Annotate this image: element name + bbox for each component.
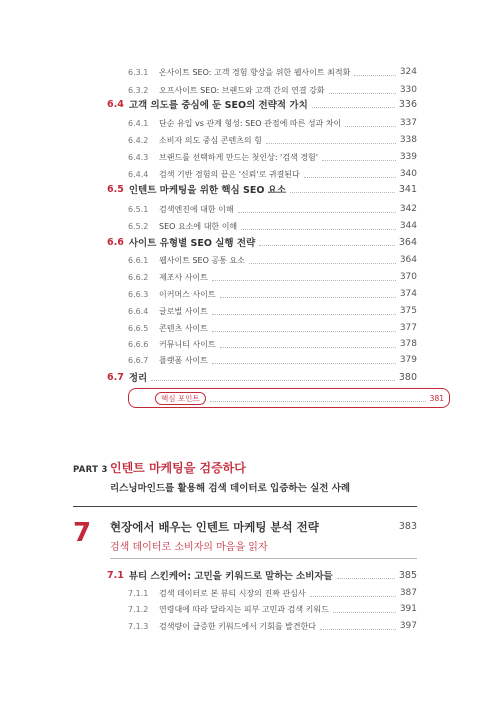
toc-subsection-row[interactable] xyxy=(107,286,417,302)
dot-leader xyxy=(212,280,396,281)
dot-leader xyxy=(337,578,395,579)
toc-entry-number: 6.6 xyxy=(107,236,124,248)
toc-entry-number: 6.4.3 xyxy=(128,152,149,162)
dot-leader xyxy=(329,93,396,94)
toc-section-row[interactable] xyxy=(107,181,417,197)
toc-entry-title: 플랫폼 사이트 xyxy=(159,355,208,365)
toc-entry-title: 인텐트 마케팅을 위한 핵심 SEO 요소 xyxy=(128,185,287,196)
dot-leader xyxy=(259,245,395,246)
dot-leader xyxy=(220,297,396,298)
toc-subsection-row[interactable] xyxy=(107,320,417,336)
toc-entry-number: 6.6.1 xyxy=(128,255,149,265)
toc-entry-title: 소비자 의도 중심 콘텐츠의 힘 xyxy=(159,135,262,145)
toc-entry-number: 7.1.3 xyxy=(128,621,149,631)
dot-leader xyxy=(354,75,395,76)
dot-leader xyxy=(310,596,396,597)
toc-page-number: 340 xyxy=(399,169,417,179)
toc-page-number: 374 xyxy=(399,289,417,299)
toc-entry-number: 6.6.2 xyxy=(128,272,149,282)
chapter-page-number: 383 xyxy=(398,521,417,532)
toc-entry-title: 이커머스 사이트 xyxy=(159,289,216,299)
toc-entry-number: 7.1.1 xyxy=(128,588,149,598)
toc-entry-title: 브랜드를 선택하게 만드는 첫인상: '검색 경험' xyxy=(159,152,318,162)
toc-subsection-row[interactable] xyxy=(107,303,417,319)
dot-leader xyxy=(266,143,396,144)
toc-section-row[interactable] xyxy=(107,96,417,112)
chapter-number: 7 xyxy=(73,518,92,548)
dot-leader xyxy=(212,331,396,332)
toc-page-number: 378 xyxy=(399,339,417,349)
toc-entry-title: 검색 데이터로 본 뷰티 시장의 진짜 관심사 xyxy=(159,588,306,598)
toc-entry-number: 6.6.3 xyxy=(128,289,149,299)
toc-page-number: 387 xyxy=(399,588,417,598)
toc-subsection-row[interactable] xyxy=(107,64,417,80)
dot-leader xyxy=(345,126,396,127)
toc-entry-number: 6.6.5 xyxy=(128,323,149,333)
toc-subsection-row[interactable] xyxy=(107,352,417,368)
part-label: PART 3 xyxy=(73,465,108,475)
part-heading xyxy=(73,459,246,476)
toc-entry-title: 뷰티 스킨케어: 고민을 키워드로 말하는 소비자들 xyxy=(128,571,333,582)
dot-leader xyxy=(151,380,395,381)
toc-page-number: 381 xyxy=(429,393,444,403)
dot-leader xyxy=(312,107,395,108)
dot-leader xyxy=(249,263,396,264)
toc-entry-number: 6.6.4 xyxy=(128,306,149,316)
toc-entry-title: 검색량이 급증한 키워드에서 기회를 발견한다 xyxy=(159,621,317,631)
toc-page-number: 375 xyxy=(399,306,417,316)
toc-entry-title: 콘텐츠 사이트 xyxy=(159,323,208,333)
toc-entry-number: 6.3.1 xyxy=(128,67,149,77)
toc-page-number: 385 xyxy=(398,569,417,581)
dot-leader xyxy=(212,314,396,315)
toc-keypoint-row[interactable] xyxy=(128,388,450,408)
dot-leader xyxy=(290,192,395,193)
toc-entry-number: 6.6.7 xyxy=(128,355,149,365)
toc-subsection-row[interactable] xyxy=(107,269,417,285)
chapter-subtitle: 검색 데이터로 소비자의 마음을 읽자 xyxy=(110,542,268,553)
toc-page-number: 370 xyxy=(399,272,417,282)
chapter-divider-top xyxy=(73,506,417,507)
toc-entry-number: 6.3.2 xyxy=(128,85,149,95)
keypoint-badge: 핵심 포인트 xyxy=(155,392,206,405)
dot-leader xyxy=(220,347,396,348)
toc-page-number: 342 xyxy=(399,204,417,214)
toc-entry-number: 6.4 xyxy=(107,98,124,110)
toc-page-number: 379 xyxy=(399,355,417,365)
toc-section-row[interactable] xyxy=(107,369,417,385)
toc-page-number: 339 xyxy=(399,152,417,162)
toc-page-number: 364 xyxy=(398,236,417,248)
dot-leader xyxy=(212,363,396,364)
toc-subsection-row[interactable] xyxy=(107,115,417,131)
toc-page-number: 364 xyxy=(399,255,417,265)
toc-entry-number: 6.5 xyxy=(107,183,124,195)
toc-entry-title: 오프사이트 SEO: 브랜드와 고객 간의 연결 강화 xyxy=(159,85,325,95)
toc-page-number: 336 xyxy=(398,98,417,110)
toc-entry-number: 6.4.1 xyxy=(128,118,149,128)
toc-entry-title: 연령대에 따라 달라지는 피부 고민과 검색 키워드 xyxy=(159,604,329,614)
toc-subsection-row[interactable] xyxy=(107,201,417,217)
toc-section-row[interactable] xyxy=(107,234,417,250)
part-title: 인텐트 마케팅을 검증하다 xyxy=(110,461,246,475)
chapter-divider-bottom xyxy=(110,558,417,559)
toc-entry-number: 6.7 xyxy=(107,371,124,383)
toc-entry-number: 6.4.2 xyxy=(128,135,149,145)
part-subtitle: 리스닝마인드를 활용해 검색 데이터로 입증하는 실전 사례 xyxy=(110,483,351,494)
toc-subsection-row[interactable] xyxy=(107,618,417,634)
toc-page-number: 341 xyxy=(398,183,417,195)
toc-entry-title: 제조사 사이트 xyxy=(159,272,208,282)
dot-leader xyxy=(333,612,396,613)
toc-entry-title: 정리 xyxy=(128,373,148,384)
toc-page-number: 338 xyxy=(399,135,417,145)
toc-entry-title: 단순 유입 vs 관계 형성: SEO 관점에 따른 성과 차이 xyxy=(159,118,342,128)
toc-page-number: 324 xyxy=(399,67,417,77)
toc-entry-title: 검색엔진에 대한 이해 xyxy=(159,204,234,214)
toc-entry-title: 커뮤니티 사이트 xyxy=(159,339,216,349)
dot-leader xyxy=(238,212,396,213)
toc-page-number: 380 xyxy=(398,371,417,383)
toc-subsection-row[interactable] xyxy=(107,252,417,268)
toc-page-number: 344 xyxy=(399,221,417,231)
toc-subsection-row[interactable] xyxy=(107,132,417,148)
toc-section-row[interactable] xyxy=(107,567,417,583)
toc-subsection-row[interactable] xyxy=(107,601,417,617)
toc-entry-title: SEO 요소에 대한 이해 xyxy=(159,221,238,231)
toc-page-number: 397 xyxy=(399,621,417,631)
toc-subsection-row[interactable] xyxy=(107,149,417,165)
toc-subsection-row[interactable] xyxy=(107,336,417,352)
toc-entry-number: 6.4.4 xyxy=(128,169,149,179)
dot-leader xyxy=(304,177,396,178)
toc-entry-title: 사이트 유형별 SEO 실행 전략 xyxy=(128,238,256,249)
toc-subsection-row[interactable] xyxy=(107,585,417,601)
dot-leader xyxy=(210,401,426,402)
chapter-title[interactable]: 현장에서 배우는 인텐트 마케팅 분석 전략 xyxy=(110,520,319,534)
toc-entry-number: 6.5.1 xyxy=(128,204,149,214)
toc-entry-title: 웹사이트 SEO 공통 요소 xyxy=(159,255,245,265)
toc-page-number: 391 xyxy=(399,604,417,614)
toc-entry-title: 온사이트 SEO: 고객 경험 향상을 위한 웹사이트 최적화 xyxy=(159,67,351,77)
dot-leader xyxy=(322,160,396,161)
toc-page-number: 330 xyxy=(399,85,417,95)
toc-entry-title: 고객 의도를 중심에 둔 SEO의 전략적 가치 xyxy=(128,100,308,111)
toc-entry-number: 6.5.2 xyxy=(128,221,149,231)
dot-leader xyxy=(241,229,396,230)
toc-subsection-row[interactable] xyxy=(107,218,417,234)
dot-leader xyxy=(320,629,396,630)
toc-subsection-row[interactable] xyxy=(107,166,417,182)
toc-entry-number: 6.6.6 xyxy=(128,339,149,349)
toc-page-number: 377 xyxy=(399,323,417,333)
toc-entry-number: 7.1 xyxy=(107,569,124,581)
toc-entry-title: 글로벌 사이트 xyxy=(159,306,208,316)
toc-entry-number: 7.1.2 xyxy=(128,604,149,614)
toc-entry-title: 검색 기반 경험의 끝은 '신뢰'로 귀결된다 xyxy=(159,169,300,179)
toc-page-number: 337 xyxy=(399,118,417,128)
